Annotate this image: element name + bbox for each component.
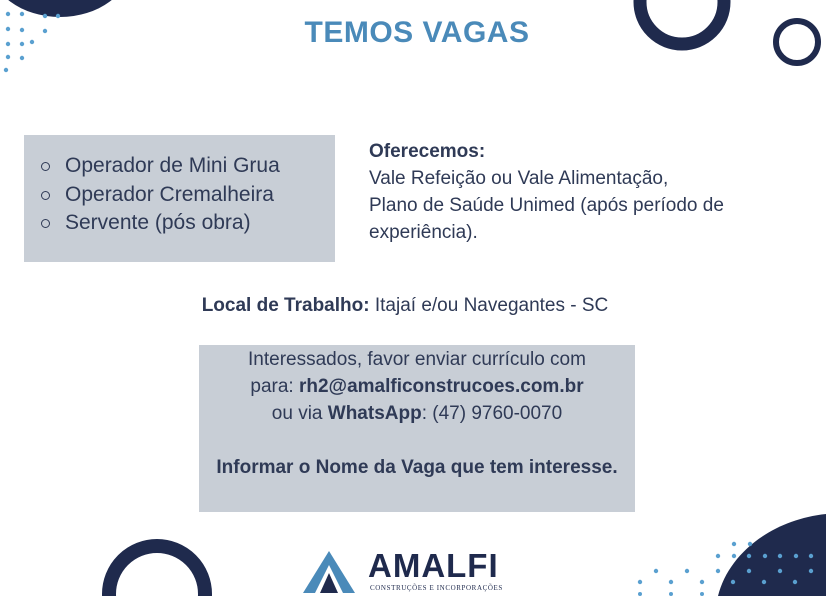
contact-via: ou via — [271, 403, 323, 424]
job-title: Servente (pós obra) — [65, 211, 251, 234]
list-item — [24, 152, 280, 181]
job-title: Operador de Mini Grua — [65, 154, 280, 177]
benefits-line: Plano de Saúde Unimed (após período de — [369, 195, 724, 216]
job-title: Operador Cremalheira — [65, 182, 274, 206]
benefits-line: experiência). — [369, 222, 478, 243]
contact-intro: Interessados, favor enviar currículo com — [248, 349, 586, 370]
circle-bullet-icon — [41, 219, 50, 228]
job-list — [24, 152, 280, 238]
contact-box — [199, 345, 635, 512]
work-location — [0, 295, 810, 317]
top-left-blob — [0, 0, 130, 17]
circle-bullet-icon — [41, 162, 50, 171]
benefits-line: Vale Refeição ou Vale Alimentação, — [369, 168, 669, 189]
whatsapp-label: WhatsApp — [327, 403, 422, 424]
list-item — [24, 181, 280, 210]
list-item — [24, 209, 280, 238]
page-title: TEMOS VAGAS — [304, 16, 530, 49]
logo-wordmark: AMALFI — [368, 547, 499, 584]
benefits-heading: Oferecemos: — [369, 141, 486, 162]
whatsapp-phone[interactable]: : (47) 9760-0070 — [421, 403, 563, 424]
contact-notice: Informar o Nome da Vaga que tem interesse. — [216, 457, 618, 478]
company-logo — [303, 549, 503, 596]
bottom-left-ring — [109, 546, 205, 596]
logo-tagline: CONSTRUÇÕES E INCORPORAÇÕES — [370, 584, 503, 592]
job-list-box — [24, 135, 335, 262]
amalfi-logo-icon — [303, 551, 355, 593]
benefits-section — [369, 138, 799, 246]
work-location-label: Local de Trabalho: — [201, 295, 370, 316]
contact-whatsapp-line — [199, 400, 635, 427]
contact-para: para: — [250, 376, 294, 397]
circle-bullet-icon — [41, 191, 50, 200]
contact-email-link[interactable]: rh2@amalficonstrucoes.com.br — [298, 376, 584, 397]
contact-email-line — [199, 373, 635, 400]
work-location-value: Itajaí e/ou Navegantes - SC — [374, 295, 609, 316]
